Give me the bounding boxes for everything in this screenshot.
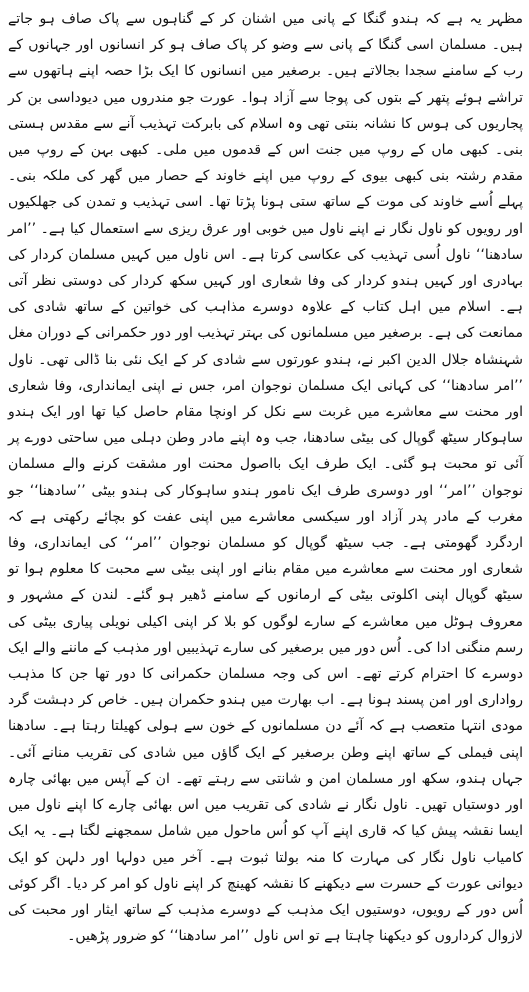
article-body (8, 6, 523, 949)
paragraph: مظہر یہ ہے کہ ہندو گنگا کے پانی میں اشنان کر کے گناہوں سے پاک صاف ہو جاتے ہیں۔ مسلمان اسی گنگا کے پانی سے وضو کر پاک صاف ہو کر انسانوں اور جہانوں کے رب کے سامنے سجدا بجالاتے ہیں۔ برصغیر میں انسانوں کا ایک بڑا حصہ اپنے ہاتھوں سے تراشے ہوئے پتھر کے بتوں کی پوجا سے آزاد ہوا۔ عورت جو مندروں میں دیوداسی بن کر پجاریوں کی ہوس کا نشانہ بنتی تھی وہ اسلام کی بابرکت تہذیب آنے سے مقدس ہستی بنی۔ کبھی ماں کے روپ میں جنت اس کے قدموں میں ملی۔ کبھی بہن کے روپ میں مقدم رشتہ بنی کبھی بیوی کے روپ میں اپنے خاوند کے حصار میں گھر کی ملکہ بنی۔ پہلے اُسے خاوند کی موت کے ساتھ ستی ہونا پڑتا تھا۔ اسی تہذیب و تمدن کی جھلکیوں اور رویوں کو ناول نگار نے اپنے ناول میں خوبی اور عرق ریزی سے استعمال کیا ہے۔ ’’امر سادھنا‘‘ ناول اُسی تہذیب کی عکاسی کرتا ہے۔ اس ناول میں کہیں مسلمان کردار کی بہادری اور کہیں ہندو کردار کی وفا شعاری اور کہیں سکھ کردار کی دوستی نظر آتی ہے۔ اسلام میں اہل کتاب کے علاوہ دوسرے مذاہب کی خواتین کے ساتھ شادی کی ممانعت کی ہے۔ برصغیر میں مسلمانوں کی بہتر تہذیب اور دور حکمرانی کے دوران مغل شہنشاہ جلال الدین اکبر نے، ہندو عورتوں سے شادی کر کے ایک نئی بنا ڈالی تھی۔ ناول ’’امر سادھنا‘‘ کی کہانی ایک مسلمان نوجوان امر، جس نے اپنی ایمانداری، وفا شعاری اور محنت سے معاشرے میں غربت سے نکل کر اونچا مقام حاصل کیا تھا اور ایک ہندو ساہوکار سیٹھ گوپال کی بیٹی سادھنا، جب وہ اپنے مادر وطن دہلی میں ساحتی دورے پر آئی تو محبت ہو گئی۔ ایک طرف ایک بااصول محنت اور مشقت کرنے والے مسلمان نوجوان ’’امر‘‘ اور دوسری طرف ایک نامور ہندو ساہوکار کی ہندو بیٹی ’’سادھنا‘‘ جو مغرب کے مادر پدر آزاد اور سیکسی معاشرے میں اپنی عفت کو بچائے رکھتی ہے کہ اردگرد گھومتی ہے۔ جب سیٹھ گوپال کو مسلمان نوجوان ’’امر‘‘ کی ایمانداری، وفا شعاری اور محنت سے معاشرے میں مقام بنانے اور اپنی بیٹی سے محبت کا معلوم ہوا تو سیٹھ گوپال اپنی اکلوتی بیٹی کے ارمانوں کے سامنے ڈھیر ہو گئے۔ لندن کے مشہور و معروف ہوٹل میں معاشرے کے سارے لوگوں کو بلا کر اپنی اکیلی نویلی پیاری بیٹی کی رسم منگنی ادا کی۔ اُس دور میں برصغیر کی سارے تہذیبیں اور مذہب کے ماننے والے ایک دوسرے کا احترام کرتے تھے۔ اس کی وجہ مسلمان حکمرانی کا دور تھا جن کا مذہب رواداری اور امن پسند ہونا ہے۔ اب بھارت میں ہندو حکمران ہیں۔ خاص کر دہشت گرد مودی انتہا متعصب ہے کہ آئے دن مسلمانوں کے خون سے ہولی کھیلتا رہتا ہے۔ سادھنا اپنی فیملی کے ساتھ اپنے وطن برصغیر کے ایک گاؤں میں شادی کی تقریب منانے آئی۔ جہاں ہندو، سکھ اور مسلمان امن و شانتی سے رہتے تھے۔ ان کے آپس میں بھائی چارہ اور دوستیاں تھیں۔ ناول نگار نے شادی کی تقریب میں اس بھائی چارے کا اپنے ناول میں ایسا نقشہ پیش کیا کہ قاری اپنے آپ کو اُس ماحول میں شامل سمجھنے لگتا ہے۔ یہ ایک کامیاب ناول نگار کی مہارت کا منہ بولتا ثبوت ہے۔ آخر میں دولہا اور دلہن کو ایک دیوانی عورت کے حسرت سے دیکھنے کا نقشہ کھینچ کر اپنے ناول کو امر کر دیا۔ اگر کوئی اُس دور کے رویوں، دوستیوں ایک مذہب کے دوسرے مذہب کے ساتھ ایثار اور محبت کی لازوال کرداروں کو دیکھنا چاہتا ہے تو اس ناول ’’امر سادھنا‘‘ کو ضرور پڑھیں۔ (8, 11, 523, 945)
